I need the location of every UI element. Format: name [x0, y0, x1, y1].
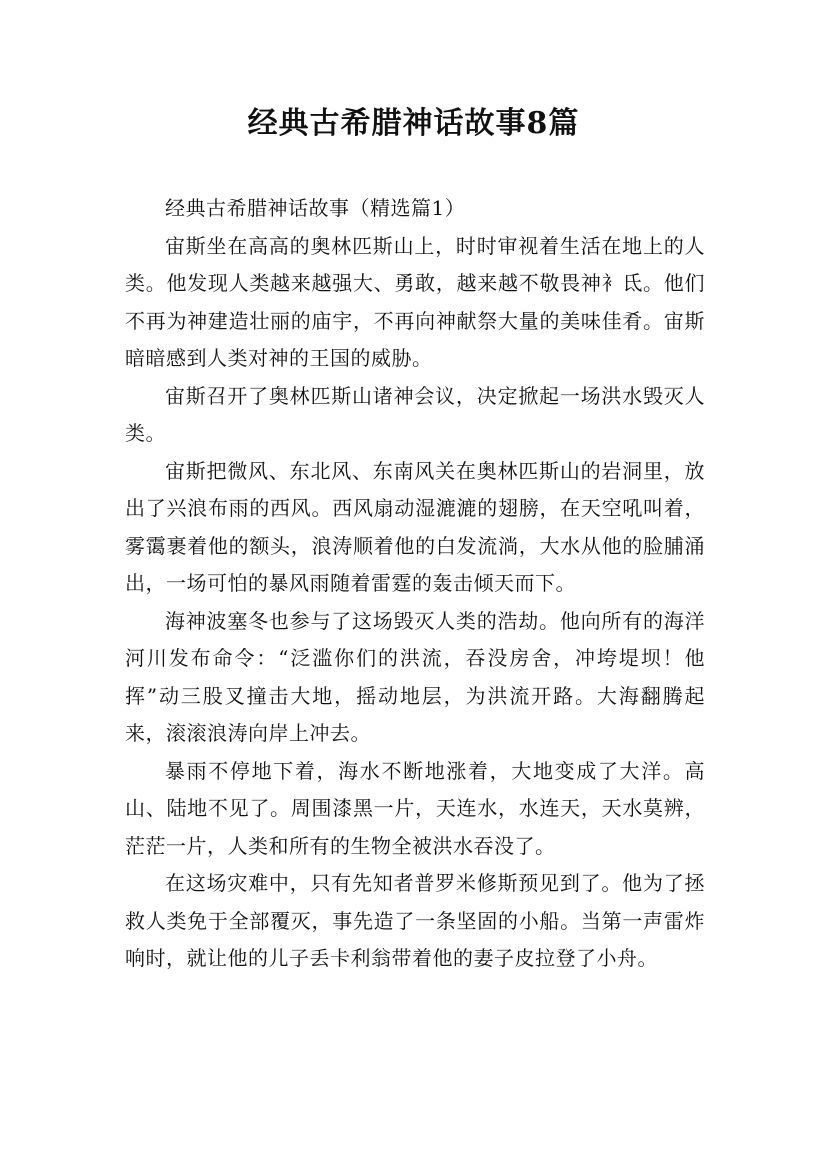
paragraph: 在这场灾难中，只有先知者普罗米修斯预见到了。他为了拯救人类免于全部覆灭，事先造了一条坚固的小船。当第一声雷炸响时，就让他的儿子丢卡利翁带着他的妻子皮拉登了小舟。 — [125, 871, 705, 970]
paragraph: 宙斯把微风、东北风、东南风关在奥林匹斯山的岩洞里，放出了兴浪布雨的西风。西风扇动湿漉漉的翅膀，在天空吼叫着，雾霭裹着他的额头，浪涛顺着他的白发流淌，大水从他的脸脯涌出，一场可怕的暴风雨随着雷霆的轰击倾天而下。 — [125, 458, 705, 595]
paragraph: 宙斯坐在高高的奥林匹斯山上，时时审视着生活在地上的人类。他发现人类越来越强大、勇敢，越来越不敬畏神衤氐。他们不再为神建造壮丽的庙宇，不再向神献祭大量的美味佳肴。宙斯暗暗感到人类对神的王国的威胁。 — [125, 233, 705, 370]
paragraph: 暴雨不停地下着，海水不断地涨着，大地变成了大洋。高山、陆地不见了。周围漆黑一片，天连水，水连天，天水莫辨，茫茫一片，人类和所有的生物全被洪水吞没了。 — [125, 758, 705, 858]
paragraph: 宙斯召开了奥林匹斯山诸神会议，决定掀起一场洪水毁灭人类。 — [125, 383, 705, 445]
document-title: 经典古希腊神话故事8篇 — [247, 106, 580, 141]
paragraph: 海神波塞冬也参与了这场毁灭人类的浩劫。他向所有的海洋河川发布命令：“泛滥你们的洪流，吞没房舍，冲垮堤坝！他挥”动三股叉撞击大地，摇动地层，为洪流开路。大海翻腾起来，滚滚浪涛向岸上冲去。 — [125, 608, 705, 745]
document-body — [125, 190, 705, 978]
section-heading: 经典古希腊神话故事（精选篇1） — [165, 196, 466, 220]
